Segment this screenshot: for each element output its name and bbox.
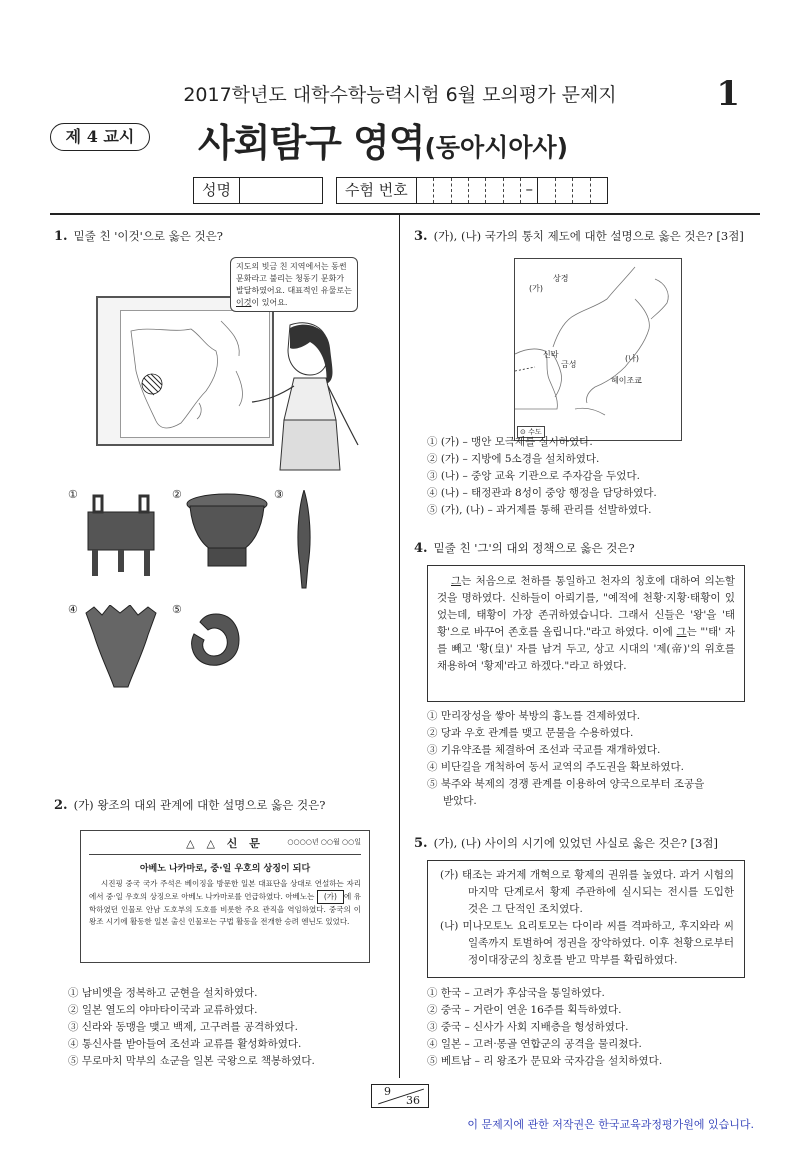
q2-option-1[interactable]: ① 남비엣을 정복하고 군현을 설치하였다. bbox=[68, 987, 258, 999]
q1-artifact-2 bbox=[182, 490, 272, 570]
q5-stem: (가), (나) 사이의 시기에 있었던 사실로 옳은 것은? [3점] bbox=[433, 836, 718, 850]
q1-artifact-3 bbox=[292, 490, 316, 590]
q4-option-3[interactable]: ③ 기유약조를 체결하여 조선과 국교를 재개하였다. bbox=[427, 744, 661, 756]
name-label: 성명 bbox=[194, 178, 240, 203]
map-label-sanggyeong: 상경 bbox=[553, 274, 569, 283]
q4-option-4[interactable]: ④ 비단길을 개척하여 동서 교역의 주도권을 확보하였다. bbox=[427, 761, 685, 773]
q3-option-1[interactable]: ① (가) – 맹안 모극제를 실시하였다. bbox=[427, 436, 593, 448]
question-4: 4. 밑줄 친 '그'의 대외 정책으로 옳은 것은? bbox=[414, 541, 635, 556]
news-blank: (가) bbox=[317, 890, 344, 904]
question-5: 5. (가), (나) 사이의 시기에 있었던 사실로 옳은 것은? [3점] bbox=[414, 836, 718, 851]
news-masthead: △ △ 신 문 bbox=[186, 837, 264, 850]
q5-source-text bbox=[427, 860, 745, 978]
q1-artifact-4 bbox=[82, 605, 160, 690]
q1-label-1: ① bbox=[68, 488, 78, 501]
header-rule bbox=[50, 213, 760, 215]
subject-title bbox=[198, 112, 568, 167]
q1-label-5: ⑤ bbox=[172, 603, 182, 616]
map-legend: ⊙ 수도 bbox=[517, 426, 545, 438]
name-field[interactable] bbox=[193, 177, 323, 204]
q3-option-4[interactable]: ④ (나) – 태정관과 8성이 중앙 행정을 담당하였다. bbox=[427, 487, 657, 499]
exam-title: 2017학년도 대학수학능력시험 6월 모의평가 문제지 bbox=[183, 84, 617, 106]
q5-item-na: (나) 미나모토노 요리토모는 다이라 씨를 격파하고, 후지와라 씨 일족까지 토벌하여 정권을 장악하였다. 이후 천황으로부터 정이대장군의 칭호를 받고 막부를 확립하였다. bbox=[440, 920, 734, 966]
exam-number-label: 수험 번호 bbox=[337, 178, 417, 203]
q1-artifact-5 bbox=[186, 610, 244, 670]
news-headline: 아베노 나카마로, 중·일 우호의 상징이 되다 bbox=[139, 864, 311, 874]
q2-stem: (가) 왕조의 대외 관계에 대한 설명으로 옳은 것은? bbox=[73, 798, 326, 812]
exam-number-dash: – bbox=[521, 178, 538, 203]
page-indicator bbox=[371, 1084, 429, 1108]
q1-stem: 밑줄 친 '이것'으로 옳은 것은? bbox=[73, 229, 223, 243]
page-number: 1 bbox=[716, 74, 740, 114]
q5-option-4[interactable]: ④ 일본 – 고려·몽골 연합군의 공격을 물리쳤다. bbox=[427, 1038, 642, 1050]
name-input[interactable] bbox=[240, 178, 322, 203]
map-label-silla: 신라 bbox=[543, 350, 559, 359]
subject-main: 사회탐구 영역 bbox=[198, 121, 425, 165]
q5-option-3[interactable]: ③ 중국 – 신사가 사회 지배층을 형성하였다. bbox=[427, 1021, 629, 1033]
map-label-ga: (가) bbox=[529, 284, 543, 293]
q4-stem: 밑줄 친 '그'의 대외 정책으로 옳은 것은? bbox=[433, 541, 635, 555]
q1-speech-bubble: 지도의 빗금 친 지역에서는 동썬 문화라고 불리는 청동기 문화가 발달하였어요. 대표적인 유물로는 이것이 있어요. bbox=[230, 257, 358, 312]
q1-map bbox=[120, 310, 270, 438]
q1-label-3: ③ bbox=[274, 488, 284, 501]
copyright-notice: 이 문제지에 관한 저작권은 한국교육과정평가원에 있습니다. bbox=[467, 1118, 754, 1131]
q4-option-5[interactable]: ⑤ 북주와 북제의 경쟁 관계를 이용하여 양국으로부터 조공을 bbox=[427, 778, 705, 790]
map-label-na: (나) bbox=[625, 354, 639, 363]
period-badge: 제 4 교시 bbox=[50, 123, 150, 151]
column-divider bbox=[399, 213, 400, 1078]
q4-option-2[interactable]: ② 당과 우호 관계를 맺고 문물을 수용하였다. bbox=[427, 727, 634, 739]
q2-option-5[interactable]: ⑤ 무로마치 막부의 쇼군을 일본 국왕으로 책봉하였다. bbox=[68, 1055, 315, 1067]
q2-option-2[interactable]: ② 일본 열도의 야마타이국과 교류하였다. bbox=[68, 1004, 258, 1016]
q4-option-5-cont: 받았다. bbox=[443, 795, 477, 807]
q1-board bbox=[96, 296, 274, 446]
q5-option-2[interactable]: ② 중국 – 거란이 연운 16주를 획득하였다. bbox=[427, 1004, 622, 1016]
q3-map bbox=[514, 258, 682, 441]
q4-option-1[interactable]: ① 만리장성을 쌓아 북방의 흉노를 견제하였다. bbox=[427, 710, 641, 722]
current-page: 9 bbox=[384, 1085, 391, 1098]
q5-option-5[interactable]: ⑤ 베트남 – 리 왕조가 문묘와 국자감을 설치하였다. bbox=[427, 1055, 663, 1067]
question-2: 2. (가) 왕조의 대외 관계에 대한 설명으로 옳은 것은? bbox=[54, 798, 326, 813]
total-pages: 36 bbox=[406, 1094, 420, 1107]
news-date: ○○○○년 ○○월 ○○일 bbox=[287, 838, 361, 846]
exam-number-field[interactable] bbox=[336, 177, 608, 204]
q2-newspaper bbox=[80, 830, 370, 963]
q2-option-4[interactable]: ④ 통신사를 받아들여 조선과 교류를 활성화하였다. bbox=[68, 1038, 302, 1050]
q1-artifact-1 bbox=[80, 490, 162, 580]
q3-stem: (가), (나) 국가의 통치 제도에 대한 설명으로 옳은 것은? [3점] bbox=[433, 229, 744, 243]
teacher-illustration bbox=[250, 320, 360, 480]
q4-source-text: 그는 처음으로 천하를 통일하고 천자의 칭호에 대하여 의논할 것을 명하였다. 신하들이 아뢰기를, "예적에 천황·지황·태황이 있었는데, 태황이 가장 존귀하였습니다. 그래서 신들은 '왕'을 '태황'으로 바꾸어 존호를 올립니다."라고 하였다. 이에 그는 "'태' 자를 빼고 '황(皇)' 자를 남겨 두고, 상고 시대의 '제(帝)'의 위호를 채용하여 '황제'라고 하겠다."라고 하였다. bbox=[427, 565, 745, 702]
map-label-geumseong: 금성 bbox=[561, 360, 577, 369]
question-1: 1. 밑줄 친 '이것'으로 옳은 것은? bbox=[54, 229, 223, 244]
q3-option-2[interactable]: ② (가) – 지방에 5소경을 설치하였다. bbox=[427, 453, 600, 465]
q1-label-4: ④ bbox=[68, 603, 78, 616]
map-label-heijo: 헤이조쿄 bbox=[611, 376, 642, 385]
q5-item-ga: (가) 태조는 과거제 개혁으로 황제의 권위를 높였다. 과거 시험의 마지막 단계로서 황제 주관하에 실시되는 전시를 도입한 것은 그 단적인 조치였다. bbox=[440, 869, 734, 915]
q1-label-2: ② bbox=[172, 488, 182, 501]
question-3: 3. (가), (나) 국가의 통치 제도에 대한 설명으로 옳은 것은? [3점] bbox=[414, 229, 744, 244]
q5-option-1[interactable]: ① 한국 – 고려가 후삼국을 통일하였다. bbox=[427, 987, 605, 999]
q2-option-3[interactable]: ③ 신라와 동맹을 맺고 백제, 고구려를 공격하였다. bbox=[68, 1021, 298, 1033]
subject-sub: (동아시아사) bbox=[424, 133, 569, 162]
news-body: 시진핑 중국 국가 주석은 베이징을 방문한 일본 대표단을 상대로 연설하는 자리에서 중·일 우호의 상징으로 아베노 나카마로를 언급하였다. 아베노는 (가) 에 유학하였던 인물로 안남 도호부의 도호를 비롯한 주요 관직을 역임하였다. 중국의 이 왕조 시기에 활동한 일본 출신 인물로는 구법 활동을 전개한 승려 엔닌도 있었다. bbox=[89, 879, 362, 926]
q3-option-3[interactable]: ③ (나) – 중앙 교육 기관으로 주자감을 두었다. bbox=[427, 470, 640, 482]
q3-option-5[interactable]: ⑤ (가), (나) – 과거제를 통해 관리를 선발하였다. bbox=[427, 504, 652, 516]
exam-number-cells[interactable] bbox=[417, 178, 607, 203]
